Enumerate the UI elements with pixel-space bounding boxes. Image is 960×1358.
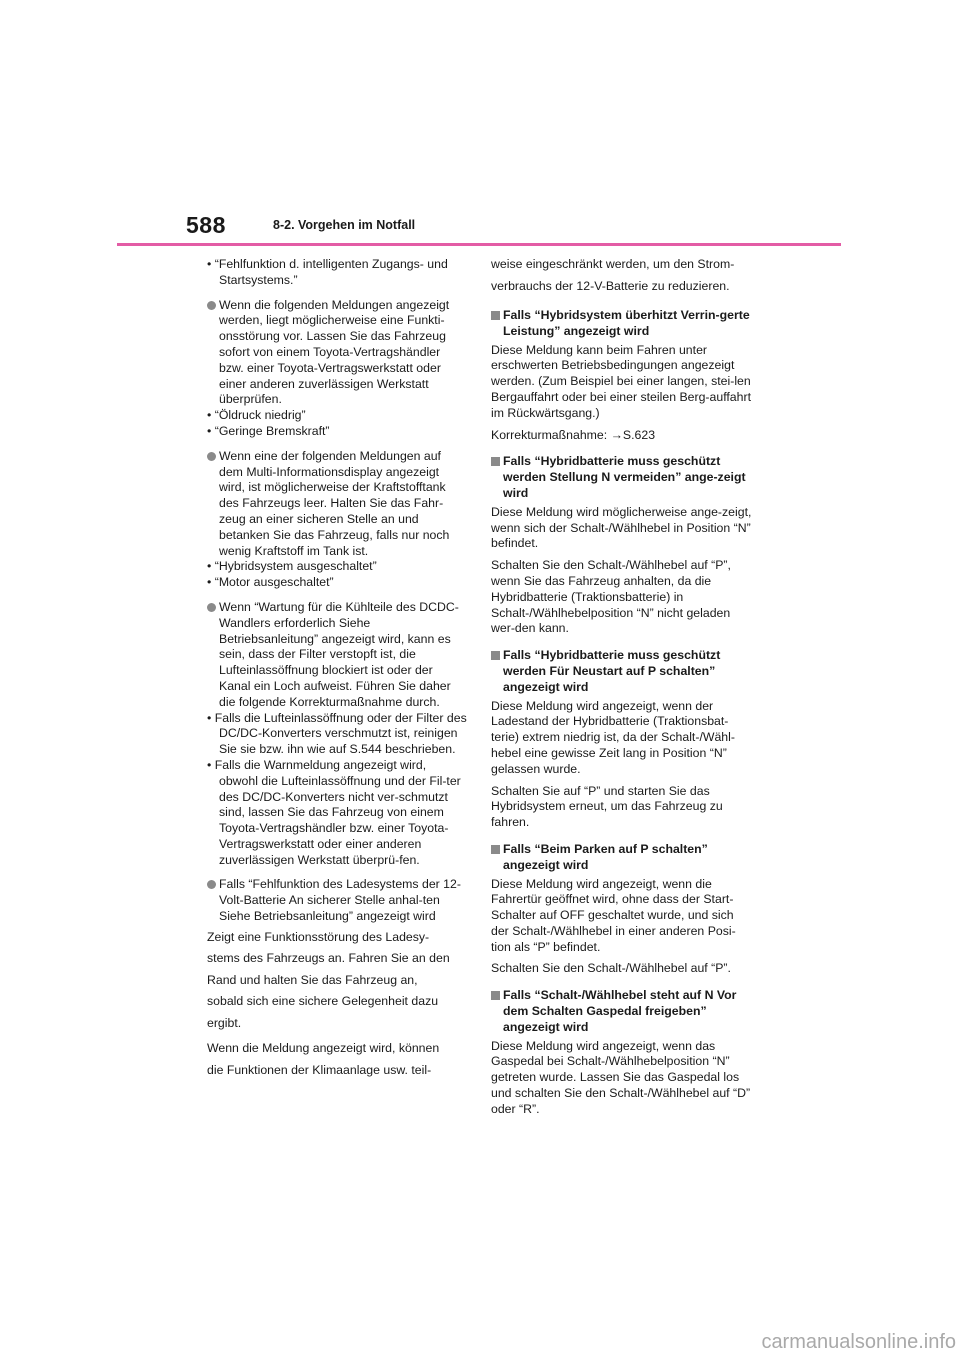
square-bullet-icon (491, 991, 500, 1000)
paragraph: Schalten Sie auf “P” und starten Sie das Hybridsystem erneut, um das Fahrzeug zu fahren. (491, 783, 723, 830)
watermark: carmanualsonline.info (761, 1331, 956, 1353)
bullet-item: • “Fehlfunktion d. intelligenten Zugangs- und Startsystems.” (207, 257, 448, 287)
bullet-item: • “Hybridsystem ausgeschaltet” (207, 559, 377, 574)
paragraph: Schalten Sie den Schalt-/Wählhebel auf “P”. (491, 961, 731, 976)
paragraph: Diese Meldung wird angezeigt, wenn die Fahrertür geöffnet wird, ohne dass der Start-Schalter auf OFF geschaltet wurde, und sich der Schalt-/Wählhebel in einer anderen Posi-tion als “P” befindet. (491, 876, 736, 954)
charging-paragraph (207, 927, 467, 1035)
section-heading (491, 842, 753, 874)
section-heading (491, 454, 753, 501)
paragraph-text: Wenn eine der folgenden Meldungen auf dem Multi-Informationsdisplay angezeigt wird, ist möglicherweise der Kraftstofftank des Fahrzeugs leer. Halten Sie das Fahr-zeug an einer sicheren Stelle an und betanken Sie das Fahrzeug, falls nur noch wenig Kraftstoff im Tank ist. (219, 448, 450, 558)
section-heading (491, 648, 753, 695)
paragraph-line: verbrauchs der 12-V-Batterie zu reduzieren. (491, 278, 730, 293)
paragraph: Schalten Sie den Schalt-/Wählhebel auf “P”, wenn Sie das Fahrzeug anhalten, da die Hybridbatterie (Traktionsbatterie) in Schalt-/Wählhebelposition “N” nicht geladen wer-den kann. (491, 558, 731, 636)
section-heading (491, 988, 753, 1035)
heading-text: Falls “Hybridbatterie muss geschützt werden Stellung N vermeiden” ange-zeigt wird (503, 454, 746, 500)
square-bullet-icon (491, 457, 500, 466)
paragraph-line: stems des Fahrzeugs an. Fahren Sie an den (207, 951, 450, 966)
header-divider (117, 243, 841, 246)
circle-bullet-icon (207, 301, 216, 310)
paragraph: Diese Meldung kann beim Fahren unter erschwerten Betriebsbedingungen angezeigt werden. (Zum Beispiel bei einer langen, stei-len Bergauffahrt oder bei einer steilen Berg-auffahrt im Rückwärtsgang.) (491, 342, 751, 420)
square-bullet-icon (491, 845, 500, 854)
bullet-item: • Falls die Warnmeldung angezeigt wird, obwohl die Lufteinlassöffnung und der Fil-ter des DC/DC-Konverters nicht ver-schmutzt sind, lassen Sie das Fahrzeug von einem Toyota-Vertragshändler bzw. einer Toyota-Vertragswerkstatt oder einer anderen zuverlässigen Werkstatt überprü-fen. (207, 757, 461, 867)
paragraph-text: Falls “Fehlfunktion des Ladesystems der 12-Volt-Batterie An sicherer Stelle anhal-ten Siehe Betriebsanleitung” angezeigt wird (219, 877, 461, 924)
paragraph: Diese Meldung wird möglicherweise ange-zeigt, wenn sich der Schalt-/Wählhebel in Position “N” befindet. (491, 504, 752, 551)
section-title: 8-2. Vorgehen im Notfall (273, 218, 416, 232)
circle-bullet-paragraph (207, 298, 467, 409)
circle-bullet-icon (207, 880, 216, 889)
bullet-item: • Falls die Lufteinlassöffnung oder der Filter des DC/DC-Konverters verschmutzt ist, reinigen Sie sie bzw. ihn wie auf S.544 beschrieben. (207, 710, 467, 757)
square-bullet-icon (491, 311, 500, 320)
paragraph-text: Wenn die folgenden Meldungen angezeigt werden, liegt möglicherweise eine Funkti-onsstörung vor. Lassen Sie das Fahrzeug sofort von einem Toyota-Vertragshändler bzw. einer Toyota-Vertragswerkstatt oder einer anderen zuverlässigen Werkstatt überprüfen. (219, 297, 450, 407)
circle-bullet-icon (207, 452, 216, 461)
paragraph-line: ergibt. (207, 1015, 242, 1030)
circle-bullet-icon (207, 603, 216, 612)
paragraph-text: Wenn “Wartung für die Kühlteile des DCDC-Wandlers erforderlich Siehe Betriebsanleitung” angezeigt wird, kann es sein, dass der Filter verstopft ist, die Lufteinlassöffnung blockiert ist oder der Kanal ein Loch aufweist. Führen Sie daher die folgende Korrekturmaßnahme durch. (219, 599, 459, 709)
heading-text: Falls “Beim Parken auf P schalten” angezeigt wird (503, 841, 708, 872)
circle-bullet-paragraph (207, 600, 467, 711)
paragraph: Korrekturmaßnahme: →S.623 (491, 427, 656, 442)
heading-text: Falls “Hybridbatterie muss geschützt werden Für Neustart auf P schalten” angezeigt wird (503, 648, 721, 694)
heading-text: Falls “Hybridsystem überhitzt Verrin-gerte Leistung” angezeigt wird (503, 308, 750, 338)
bullet-item: • “Geringe Bremskraft” (207, 423, 330, 438)
paragraph: Diese Meldung wird angezeigt, wenn das Gaspedal bei Schalt-/Wählhebelposition “N” getreten wurde. Lassen Sie das Gaspedal los und schalten Sie den Schalt-/Wählhebel auf “D” oder “R”. (491, 1038, 751, 1116)
bullet-item: • “Öldruck niedrig” (207, 408, 306, 423)
continued-paragraph (491, 254, 753, 297)
bullet-item: • “Motor ausgeschaltet” (207, 575, 334, 590)
paragraph-line: Zeigt eine Funktionsstörung des Ladesy- (207, 929, 430, 944)
paragraph: Diese Meldung wird angezeigt, wenn der Ladestand der Hybridbatterie (Traktionsbat-terie) extrem niedrig ist, da der Schalt-/Wähl-hebel eine gewisse Zeit lang in Position “N” gelassen wurde. (491, 698, 735, 776)
page-number: 588 (186, 212, 226, 238)
right-column (491, 257, 753, 1118)
paragraph-line: sobald sich eine sichere Gelegenheit dazu (207, 994, 439, 1009)
paragraph-line: Rand und halten Sie das Fahrzeug an, (207, 972, 418, 987)
section-heading (491, 308, 753, 340)
climate-paragraph (207, 1038, 467, 1081)
square-bullet-icon (491, 651, 500, 660)
heading-text: Falls “Schalt-/Wählhebel steht auf N Vor dem Schalten Gaspedal freigeben” angezeigt wird (503, 988, 737, 1034)
left-column (207, 257, 467, 1081)
circle-bullet-paragraph (207, 449, 467, 560)
paragraph-line: weise eingeschränkt werden, um den Strom- (491, 257, 735, 271)
paragraph-line: Wenn die Meldung angezeigt wird, können (207, 1041, 440, 1056)
circle-bullet-paragraph (207, 877, 467, 924)
paragraph-line: die Funktionen der Klimaanlage usw. teil- (207, 1062, 432, 1077)
